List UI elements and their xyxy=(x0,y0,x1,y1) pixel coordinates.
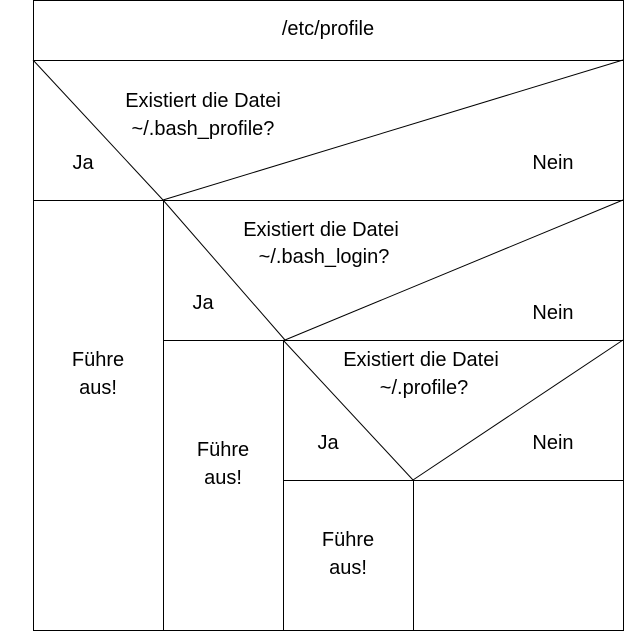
no-label: Nein xyxy=(532,432,574,454)
question-line2: ~/.bash_profile? xyxy=(131,118,275,140)
action-line2: aus! xyxy=(204,467,242,489)
question-line1: Existiert die Datei xyxy=(125,90,281,112)
yes-label: Ja xyxy=(317,432,339,454)
action-line1: Führe xyxy=(196,439,250,461)
question-line1: Existiert die Datei xyxy=(343,349,499,371)
decision-profile xyxy=(283,340,623,630)
action-line2: aus! xyxy=(79,377,117,399)
action-line1: Führe xyxy=(321,529,375,551)
yes-label: Ja xyxy=(192,292,214,314)
action-line1: Führe xyxy=(71,349,125,371)
no-label: Nein xyxy=(532,302,574,324)
question-line2: ~/.profile? xyxy=(379,377,469,399)
decision-bash-login xyxy=(163,200,623,630)
title: /etc/profile xyxy=(281,18,375,40)
action-line2: aus! xyxy=(329,557,367,579)
yes-label: Ja xyxy=(72,152,94,174)
question-line1: Existiert die Datei xyxy=(243,219,399,241)
question-line2: ~/.bash_login? xyxy=(258,246,390,268)
no-label: Nein xyxy=(532,152,574,174)
